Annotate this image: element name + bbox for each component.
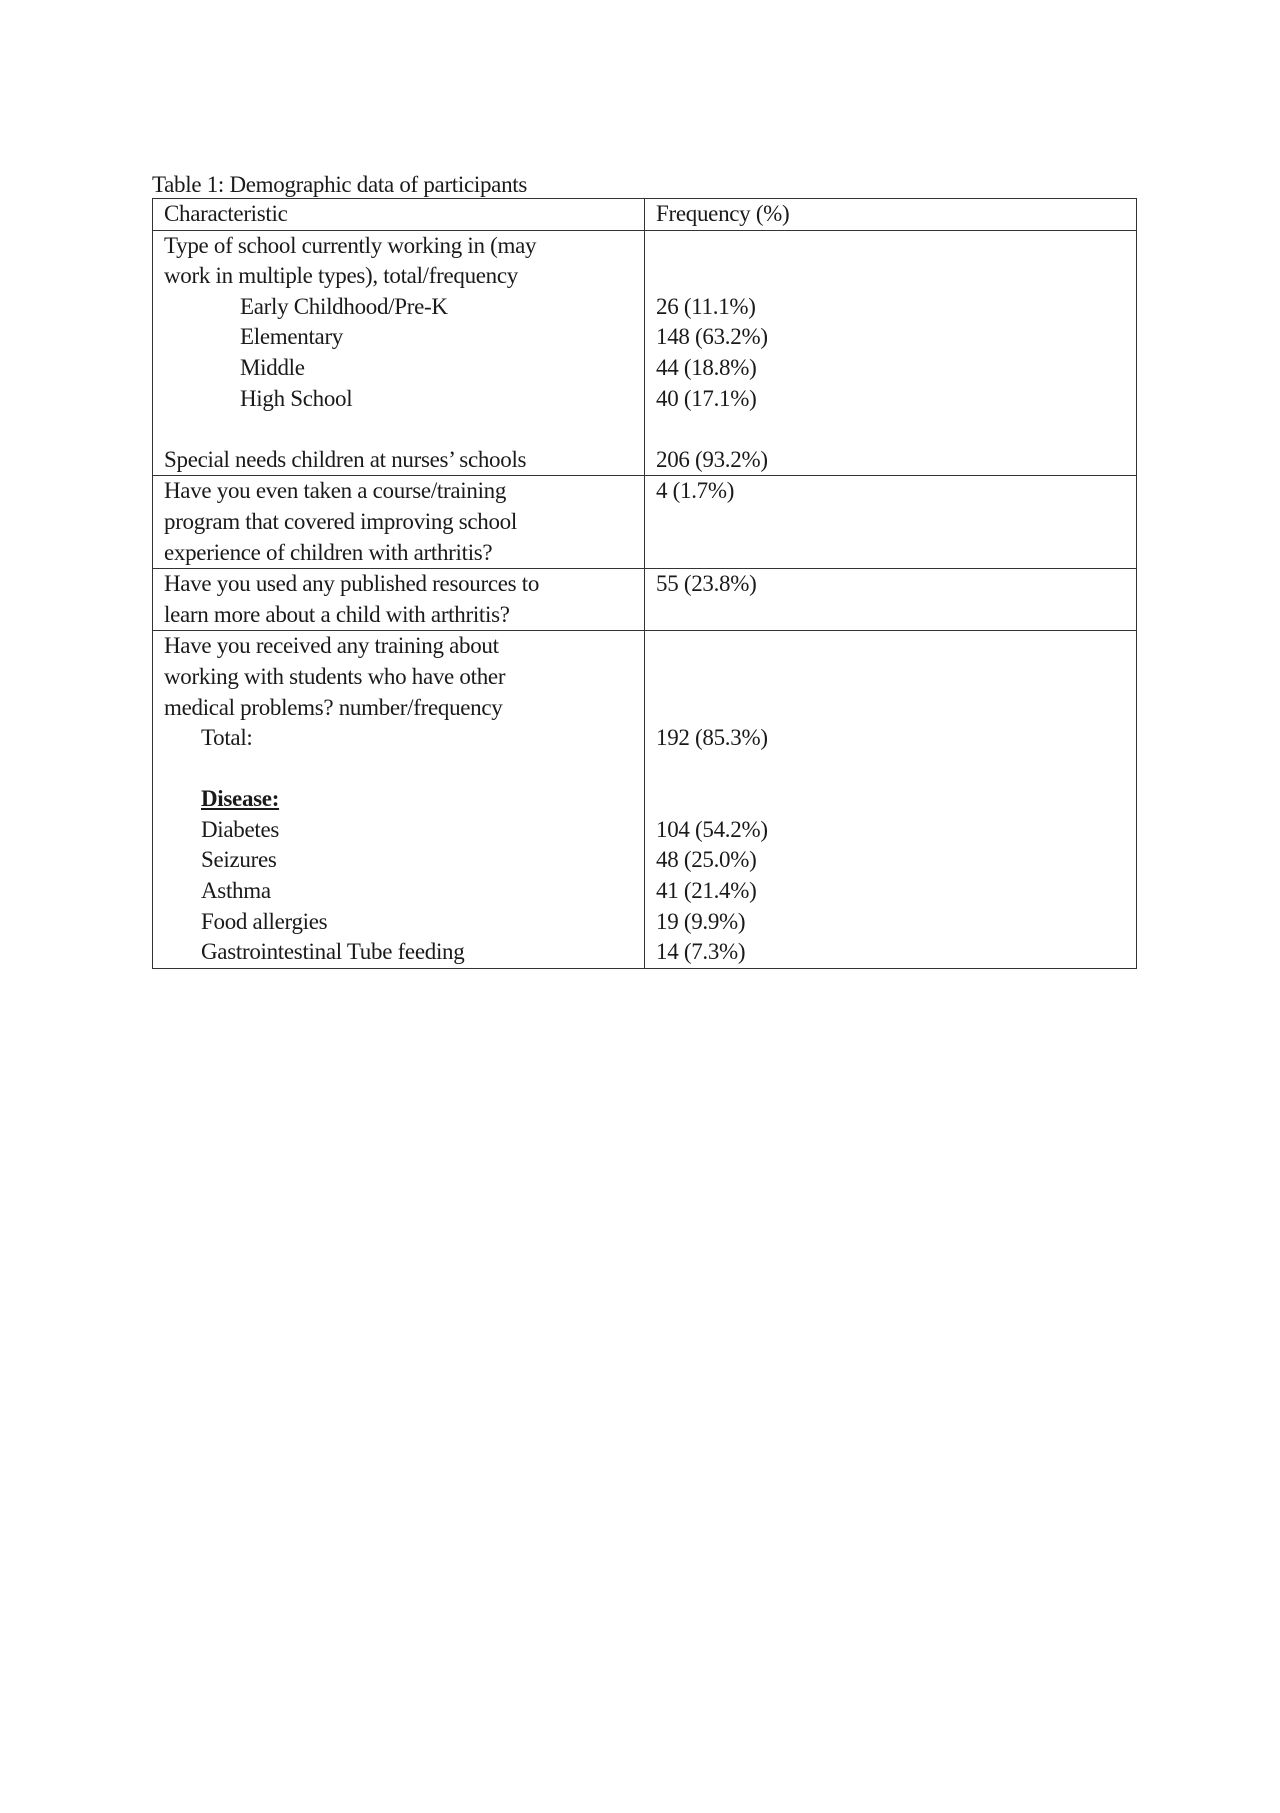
question-line: Have you received any training about (164, 633, 499, 659)
table-header-row (153, 199, 1137, 231)
item-label: Early Childhood/Pre-K (240, 293, 448, 319)
item-value: 40 (17.1%) (656, 385, 757, 411)
question-line: learn more about a child with arthritis? (164, 601, 510, 627)
question-line: medical problems? number/frequency (164, 694, 503, 720)
item-value: 148 (63.2%) (656, 324, 768, 350)
question-line: experience of children with arthritis? (164, 539, 493, 565)
disease-value: 104 (54.2%) (656, 816, 768, 842)
table-row (153, 476, 1137, 569)
disease-value: 14 (7.3%) (656, 939, 746, 965)
disease-label: Seizures (201, 847, 277, 873)
disease-label: Asthma (201, 878, 271, 904)
header-characteristic: Characteristic (153, 199, 645, 231)
disease-label: Gastrointestinal Tube feeding (201, 939, 465, 965)
disease-value: 48 (25.0%) (656, 847, 757, 873)
total-label: Total: (201, 725, 253, 751)
disease-heading: Disease: (201, 786, 280, 812)
table-row (153, 230, 1137, 476)
header-frequency: Frequency (%) (645, 199, 1137, 231)
item-value: 206 (93.2%) (656, 446, 768, 472)
disease-label: Food allergies (201, 908, 328, 934)
disease-value: 41 (21.4%) (656, 878, 757, 904)
total-value: 192 (85.3%) (656, 725, 768, 751)
table-row (153, 569, 1137, 631)
table-row (153, 631, 1137, 969)
question-line: work in multiple types), total/frequency (164, 263, 518, 289)
question-line: Have you used any published resources to (164, 571, 540, 597)
demographic-table (152, 198, 1137, 969)
item-value: 26 (11.1%) (656, 293, 756, 319)
item-label: Special needs children at nurses’ schools (164, 446, 527, 472)
item-label: High School (240, 385, 353, 411)
table-caption: Table 1: Demographic data of participants (152, 172, 528, 197)
question-line: program that covered improving school (164, 508, 517, 534)
question-line: working with students who have other (164, 663, 506, 689)
item-label: Elementary (240, 324, 344, 350)
question-line: Type of school currently working in (may (164, 232, 537, 258)
disease-value: 19 (9.9%) (656, 908, 746, 934)
item-label: Middle (240, 354, 305, 380)
item-value: 4 (1.7%) (656, 478, 735, 504)
item-value: 44 (18.8%) (656, 354, 757, 380)
question-line: Have you even taken a course/training (164, 478, 507, 504)
disease-label: Diabetes (201, 816, 280, 842)
item-value: 55 (23.8%) (656, 571, 757, 597)
